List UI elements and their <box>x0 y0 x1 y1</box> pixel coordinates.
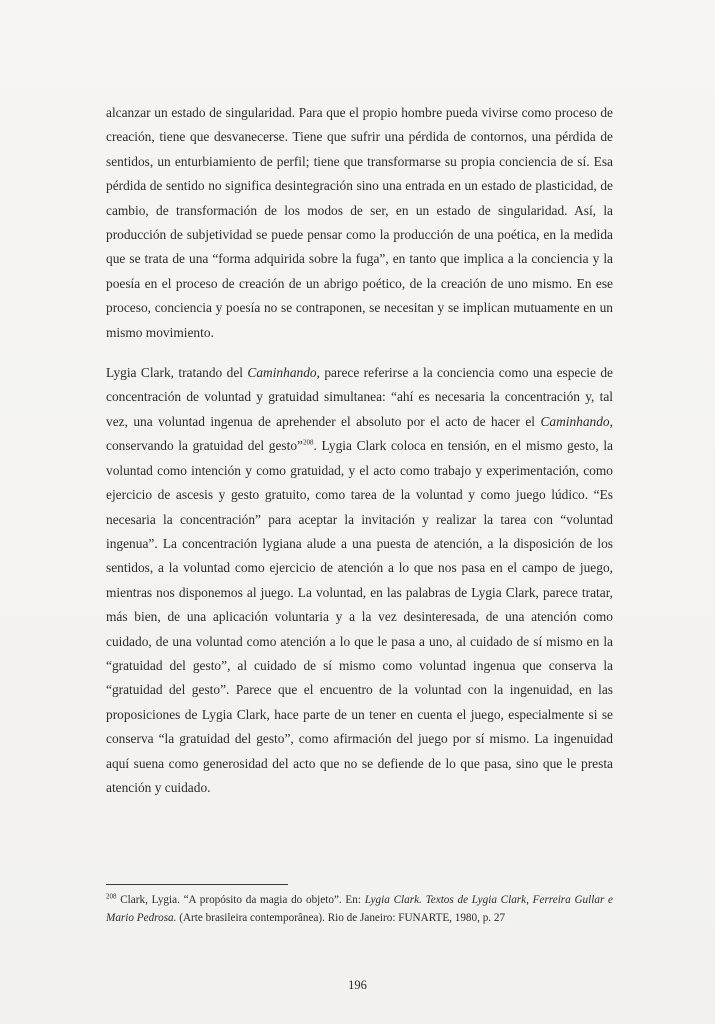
footnote-reference: 208 <box>302 438 314 447</box>
title-caminhando-1: Caminhando <box>247 365 317 381</box>
footnote-separator <box>106 884 288 885</box>
paragraph-2-text-2: , parece referirse a la conciencia como una especie de concentración de voluntad y gratuidad simultanea: “ahí es necesaria la concentración y, tal vez, una voluntad ingenua de aprehender el absoluto por el acto de hacer el <box>106 365 613 429</box>
footnote-book-title: Lygia Clark. Textos de Lygia Clark, Ferreira Gullar e Mario Pedrosa. <box>106 894 614 924</box>
paragraph-2 <box>106 361 613 800</box>
paragraph-1: alcanzar un estado de singularidad. Para que el propio hombre pueda vivirse como proceso de creación, tiene que desvanecerse. Tiene que sufrir una pérdida de contornos, una pérdida de sentidos, un enturbiamiento de perfil; tiene que transformarse su propia conciencia de sí. Esa pérdida de sentido no significa desintegración sino una entrada en un estado de plasticidad, de cambio, de transformación de los modos de ser, en un estado de singularidad. Así, la producción de subjetividad se puede pensar como la producción de una poética, en la medida que se trata de una “forma adquirida sobre la fuga”, en tanto que implica a la conciencia y la poesía en el proceso de creación de un abrigo poético, de la creación de uno mismo. En ese proceso, conciencia y poesía no se contraponen, se necesitan y se implican mutuamente en un mismo movimiento. <box>106 105 613 340</box>
page-number: 196 <box>348 978 367 992</box>
footnote-text-1: Clark, Lygia. “A propósito da magia do objeto”. En: <box>116 894 365 906</box>
footnote-number: 208 <box>106 892 117 901</box>
paragraph-2-text-4: . Lygia Clark coloca en tensión, en el mismo gesto, la voluntad como intención y como gratuidad, y el acto como trabajo y experimentación, como ejercicio de ascesis y gesto gratuito, como tarea de la voluntad y como juego lúdico. “Es necesaria la concentración” para aceptar la invitación y realizar la tarea con “voluntad ingenua”. La concentración lygiana alude a una puesta de atención, a la disposición de los sentidos, a la voluntad como ejercicio de atención a lo que nos pasa en el campo de juego, mientras nos disponemos al juego. La voluntad, en las palabras de Lygia Clark, parece tratar, más bien, de una aplicación voluntaria y a la vez desinteresada, de una atención como cuidado, de una voluntad como atención a lo que le pasa a uno, al cuidado de sí mismo en la “gratuidad del gesto”, al cuidado de sí mismo como voluntad ingenua que conserva la “gratuidad del gesto”. Parece que el encuentro de la voluntad con la ingenuidad, en las proposiciones de Lygia Clark, hace parte de un tener en cuenta el juego, especialmente si se conserva “la gratuidad del gesto”, como afirmación del juego por sí mismo. La ingenuidad aquí suena como generosidad del acto que no se defiende de lo que pasa, sino que le presta atención y cuidado. <box>106 438 613 795</box>
paragraph-2-text-1: Lygia Clark, tratando del <box>106 365 248 381</box>
footnote-text-2: (Arte brasileira contemporânea). Rio de Janeiro: FUNARTE, 1980, p. 27 <box>176 912 506 924</box>
footnote <box>106 891 613 927</box>
body-text <box>106 101 613 800</box>
paragraph-2-text-3: , conservando la gratuidad del gesto” <box>106 413 613 454</box>
title-caminhando-2: Caminhando <box>540 413 610 429</box>
